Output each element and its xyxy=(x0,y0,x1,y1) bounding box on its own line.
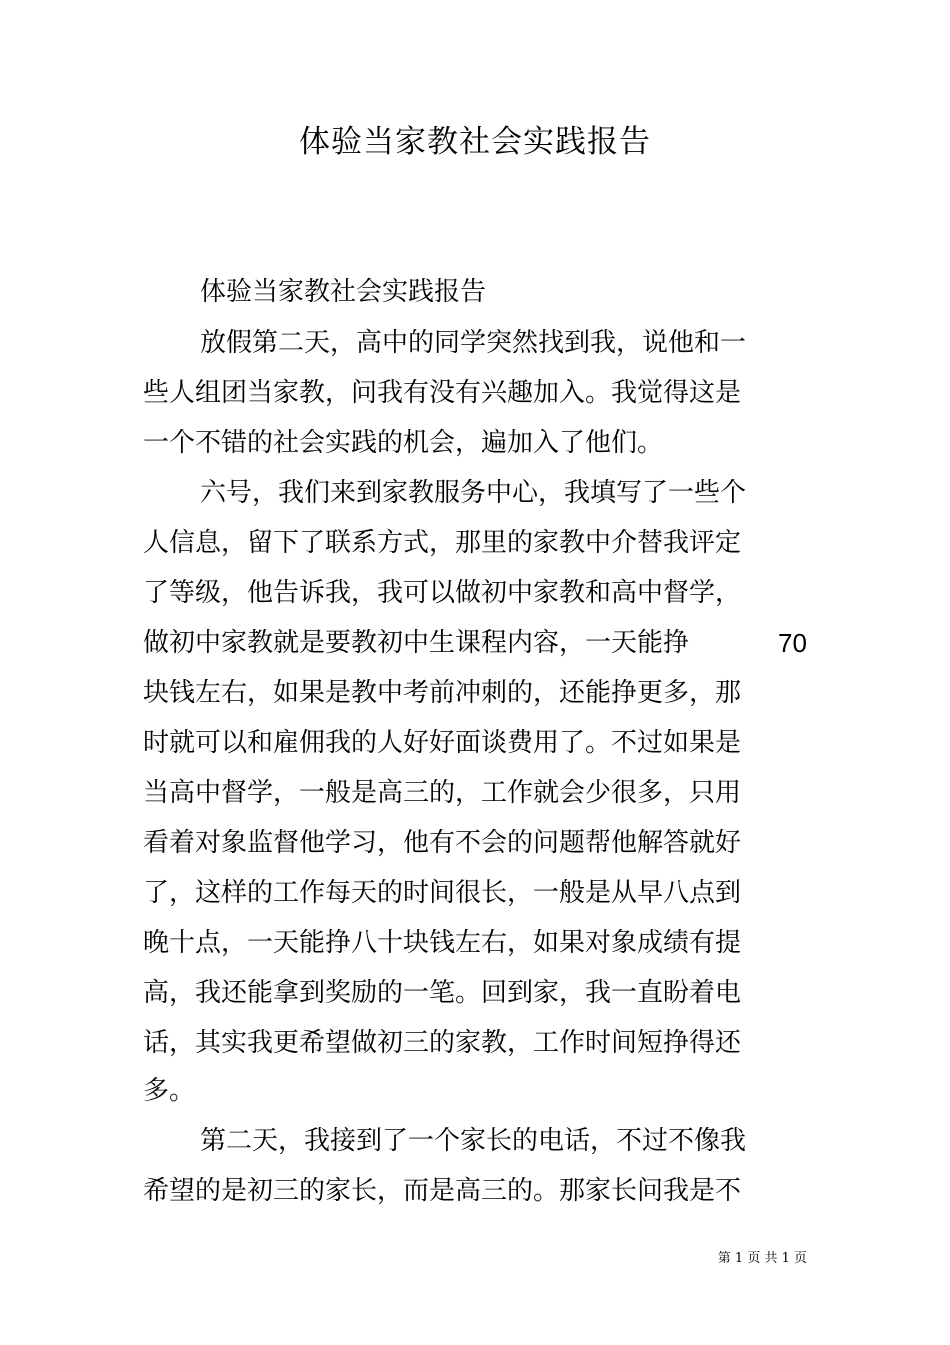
page-footer: 第 1 页 共 1 页 xyxy=(717,1251,807,1266)
text-line: 做初中家教就是要教初中生课程内容，一天能挣 xyxy=(143,628,690,658)
text-line: 体验当家教社会实践报告 xyxy=(200,277,487,307)
text-line: 第二天，我接到了一个家长的电话，不过不像我 xyxy=(200,1126,747,1156)
text-line: 晚十点，一天能挣八十块钱左右，如果对象成绩有提 xyxy=(143,928,742,958)
text-line: 放假第二天，高中的同学突然找到我，说他和一 xyxy=(200,328,747,358)
text-line: 人信息，留下了联系方式，那里的家教中介替我评定 xyxy=(143,528,742,558)
text-line: 话，其实我更希望做初三的家教，工作时间短挣得还 xyxy=(143,1028,742,1058)
text-line: 时就可以和雇佣我的人好好面谈费用了。不过如果是 xyxy=(143,728,742,758)
text-line: 希望的是初三的家长，而是高三的。那家长问我是不 xyxy=(143,1176,742,1206)
text-line: 高，我还能拿到奖励的一笔。回到家，我一直盼着电 xyxy=(143,978,742,1008)
text-line: 了，这样的工作每天的时间很长，一般是从早八点到 xyxy=(143,878,742,908)
page-title: 体验当家教社会实践报告 xyxy=(299,124,651,160)
text-line: 了等级，他告诉我，我可以做初中家教和高中督学， xyxy=(143,578,742,608)
text-line: 当高中督学，一般是高三的，工作就会少很多，只用 xyxy=(143,778,742,808)
text-line: 看着对象监督他学习，他有不会的问题帮他解答就好 xyxy=(143,828,742,858)
text-line: 块钱左右，如果是教中考前冲刺的，还能挣更多，那 xyxy=(143,678,742,708)
text-line: 多。 xyxy=(143,1076,196,1106)
text-line: 六号，我们来到家教服务中心，我填写了一些个 xyxy=(200,478,747,508)
text-line: 些人组团当家教，问我有没有兴趣加入。我觉得这是 xyxy=(143,378,742,408)
inline-number: 70 xyxy=(778,628,807,658)
text-line: 一个不错的社会实践的机会，遍加入了他们。 xyxy=(143,428,664,458)
